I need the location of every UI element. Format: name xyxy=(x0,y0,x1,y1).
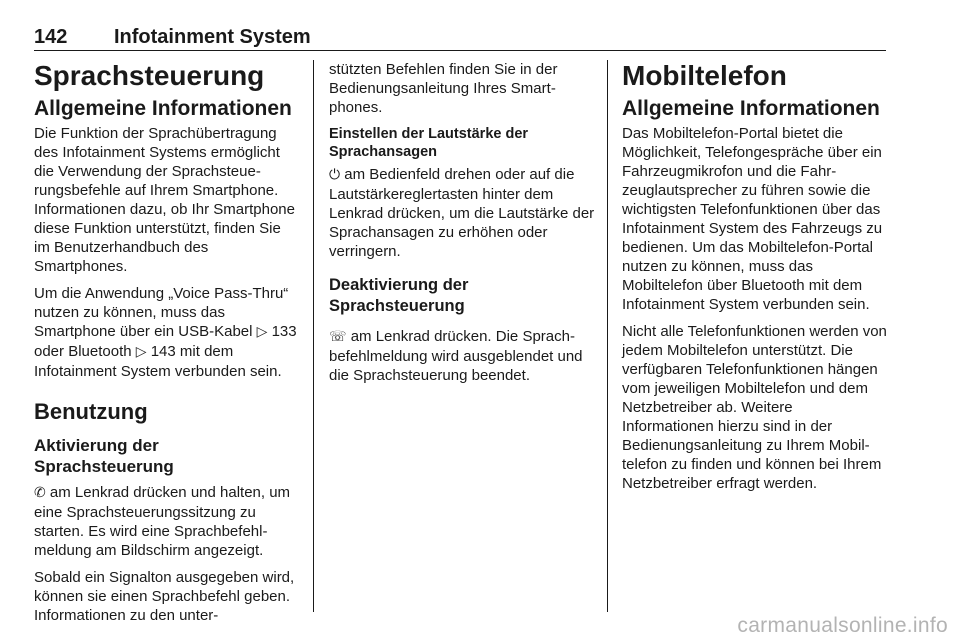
arrow-reference-icon: ▷ xyxy=(135,344,147,360)
paragraph-signal-tone: Sobald ein Signalton ausgegeben wird, können sie einen Sprachbefehl geben. Informationen zu den unter- xyxy=(34,569,295,624)
subheading-allgemeine-informationen: Allgemeine Informationen xyxy=(34,97,292,120)
page-number: 142 xyxy=(34,26,68,48)
text-volume: am Bedienfeld drehen oder auf die Lautstärkereglertasten hinter dem Lenkrad drücken, um die Lautstärke der Sprachansagen zu erhöhen oder verringern. xyxy=(329,166,595,260)
paragraph-activation xyxy=(34,483,300,560)
chapter-title: Infotainment System xyxy=(114,26,311,48)
paragraph-functions: Nicht alle Telefonfunktionen werden von jedem Mobiltelefon unterstützt. Die verfügbaren Telefonfunktionen hängen vom jeweiligen Mobiltelefon und dem Netzbetreiber ab. Weitere Informationen hierzu sind in der Bedienungsanleitung zu Ihrem Mobiltelefon zu finden und können bei Ihrem Netzbetreiber erfragt werden. xyxy=(622,323,887,492)
end-call-icon: ☏ xyxy=(329,329,347,345)
paragraph-commands-continued: stützten Befehlen finden Sie in der Bedienungsanleitung Ihres Smartphones. xyxy=(329,61,558,116)
column-3 xyxy=(622,60,888,501)
arrow-reference-icon: ▷ xyxy=(256,324,268,340)
watermark-text: carmanualsonline.info xyxy=(737,614,948,637)
page-header xyxy=(34,26,886,50)
column-divider-2 xyxy=(607,60,608,612)
paragraph-portal: Das Mobiltelefon-Portal bietet die Möglichkeit, Telefongespräche über ein Fahrzeugmikrofon und die Fahrzeuglautsprecher zu führen sowie die wichtigsten Telefonfunktionen über das Infotainment System des Fahrzeugs zu bedienen. Um das Mobiltelefon-Portal nutzen zu können, muss das Mobiltelefon über Bluetooth mit dem Infotainment System verbunden sein. xyxy=(622,125,883,313)
power-knob-icon: ⏻ xyxy=(329,167,341,183)
column-divider-1 xyxy=(313,60,314,612)
subheading-aktivierung: Aktivierung der Sprachsteuerung xyxy=(34,436,174,476)
text-voice-pass-thru-b: oder Bluetooth xyxy=(34,343,132,360)
subheading-allgemeine-informationen-2: Allgemeine Informationen xyxy=(622,97,880,120)
voice-control-icon: ✆ xyxy=(34,485,46,501)
section-heading-benutzung: Benutzung xyxy=(34,399,148,424)
paragraph-voice-pass-thru xyxy=(34,284,300,381)
subheading-lautstaerke: Einstellen der Lautstärke der Sprachansagen xyxy=(329,126,529,160)
paragraph-volume xyxy=(329,165,595,261)
section-heading-mobiltelefon: Mobiltelefon xyxy=(622,60,787,91)
column-2 xyxy=(329,60,595,393)
section-heading-sprachsteuerung: Sprachsteuerung xyxy=(34,60,265,91)
page-reference-link[interactable]: 133 xyxy=(271,323,297,340)
paragraph-deactivation xyxy=(329,327,595,385)
subheading-deaktivierung: Deaktivierung der Sprachsteuerung xyxy=(329,276,469,315)
text-voice-pass-thru-c: mit dem Infotainment System verbunden sein. xyxy=(34,343,282,380)
text-activation: am Lenkrad drücken und halten, um eine Sprachsteuerungssitzung zu starten. Es wird eine Sprachbefehlmeldung am Bildschirm angezeigt. xyxy=(34,484,291,559)
text-deactivation: am Lenkrad drücken. Die Sprachbefehlmeldung wird ausgeblendet und die Sprachsteuerung beendet. xyxy=(329,328,583,384)
paragraph-intro: Die Funktion der Sprachübertragung des Infotainment Systems ermöglicht die Verwendung der Sprachsteuerungsbefehle auf Ihrem Smartphone. Informationen dazu, ob Ihr Smartphone diese Funktion unterstützt, finden Sie im Benutzerhandbuch des Smartphones. xyxy=(34,125,295,275)
header-divider xyxy=(34,50,886,51)
text-voice-pass-thru-a: Um die Anwendung „Voice Pass-Thru“ nutzen zu können, muss das Smartphone über ein USB-Kabel xyxy=(34,285,289,340)
column-1 xyxy=(34,60,300,633)
page-reference-link[interactable]: 143 xyxy=(150,343,176,360)
